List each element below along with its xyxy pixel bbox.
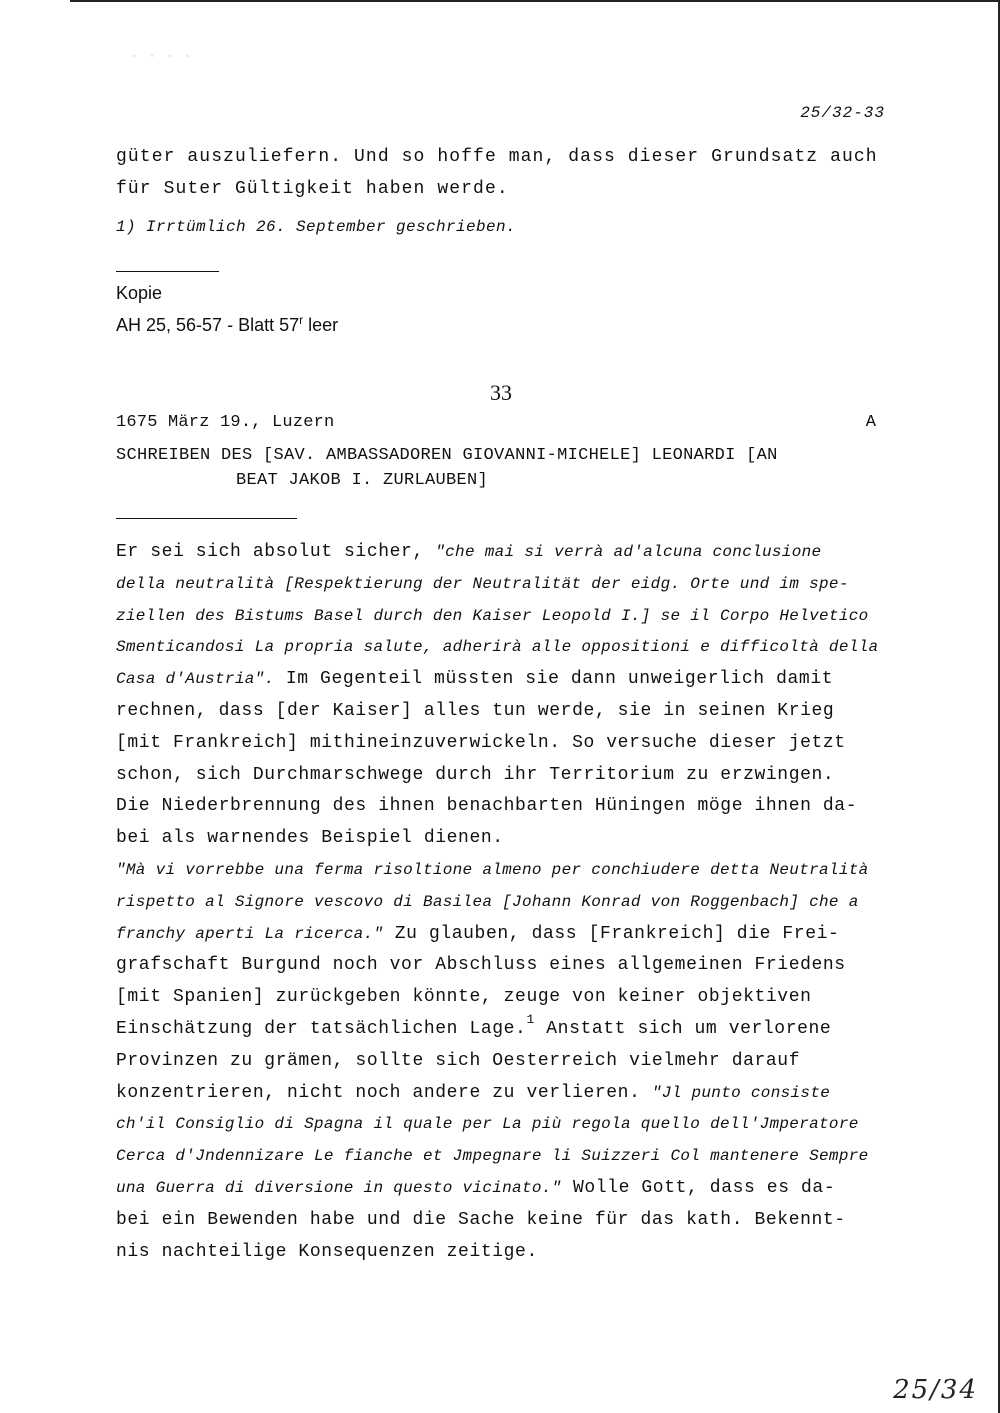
folio-superscript: r (299, 313, 304, 327)
document-heading (116, 443, 778, 493)
footnote-marker: 1 (526, 1011, 535, 1027)
text-line: für Suter Gültigkeit haben werde. (116, 178, 509, 199)
text-line: schon, sich Durchmarschwege durch ihr Territorium zu erzwingen. (116, 764, 835, 785)
page-border-top (70, 0, 1000, 2)
text-line: franchy aperti La ricerca." Zu glauben, dass [Frankreich] die Frei- (116, 923, 840, 944)
main-text (116, 537, 896, 1268)
text-line: "Mà vi vorrebbe una ferma risoltione almeno per conchiudere detta Neutralità (116, 860, 869, 879)
date-place: 1675 März 19., Luzern (116, 413, 335, 432)
text-line: güter auszuliefern. Und so hoffe man, dass dieser Grundsatz auch (116, 147, 878, 167)
text-line: Smenticandosi La propria salute, adherirà alle oppositioni e difficoltà della (116, 638, 879, 657)
scan-specks: · · · · (132, 52, 194, 61)
text-line: [mit Spanien] zurückgeben könnte, zeuge von keiner objektiven (116, 987, 812, 1008)
document-type: A (865, 413, 876, 432)
text-line: ch'il Consiglio di Spagna il quale per La più regola quello dell'Jmperatore (116, 1115, 859, 1134)
text-line: Er sei sich absolut sicher, "che mai si verrà ad'alcuna conclusione (116, 542, 822, 562)
text-line: rispetto al Signore vescovo di Basilea [Johann Konrad von Roggenbach] che a (116, 892, 859, 911)
document-number: 33 (490, 380, 512, 405)
quoted-italian: "che mai si verrà ad'alcuna conclusione (435, 543, 822, 561)
text-line: della neutralità [Respektierung der Neutralität der eidg. Orte und im spe- (116, 574, 849, 593)
text-line: Casa d'Austria". Im Gegenteil müssten sie dann unweigerlich damit (116, 669, 834, 690)
intro-paragraph (116, 142, 896, 206)
text-line: Einschätzung der tatsächlichen Lage.$^1$ Anstatt sich um verlorene (116, 1011, 832, 1039)
source-note (116, 280, 338, 339)
footnote: 1) Irrtümlich 26. September geschrieben. (116, 218, 517, 236)
source-location: AH 25, 56-57 - Blatt 57$^r$ leer (116, 313, 339, 335)
handwritten-page-number: 25/34 (893, 1375, 978, 1405)
document-reference: 25/32-33 (800, 104, 885, 122)
source-type: Kopie (116, 283, 163, 303)
text-line: konzentrieren, nicht noch andere zu verlieren. "Jl punto consiste (116, 1082, 831, 1103)
text-line: [mit Frankreich] mithineinzuverwickeln. So versuche dieser jetzt (116, 732, 846, 753)
text-line: bei als warnendes Beispiel dienen. (116, 828, 504, 849)
separator-line (116, 518, 297, 519)
text-line: rechnen, dass [der Kaiser] alles tun werde, sie in seinen Krieg (116, 700, 835, 721)
text-line: ziellen des Bistums Basel durch den Kaiser Leopold I.] se il Corpo Helvetico (116, 606, 869, 625)
text-line: una Guerra di diversione in questo vicinato." Wolle Gott, dass es da- (116, 1177, 836, 1198)
text-line: Die Niederbrennung des ihnen benachbarten Hüningen möge ihnen da- (116, 796, 858, 817)
separator-line (116, 271, 219, 272)
heading-line: SCHREIBEN DES [SAV. AMBASSADOREN GIOVANNI-MICHELE] LEONARDI [AN (116, 446, 778, 465)
text-line: Provinzen zu grämen, sollte sich Oesterreich vielmehr darauf (116, 1050, 801, 1071)
text-line: Cerca d'Jndennizare Le fianche et Jmpegnare li Suizzeri Col mantenere Sempre (116, 1147, 869, 1166)
text-line: grafschaft Burgund noch vor Abschluss eines allgemeinen Friedens (116, 955, 846, 976)
text-line: bei ein Bewenden habe und die Sache keine für das kath. Bekennt- (116, 1209, 846, 1230)
heading-line: BEAT JAKOB I. ZURLAUBEN] (236, 471, 489, 490)
text-line: nis nachteilige Konsequenzen zeitige. (116, 1241, 538, 1262)
